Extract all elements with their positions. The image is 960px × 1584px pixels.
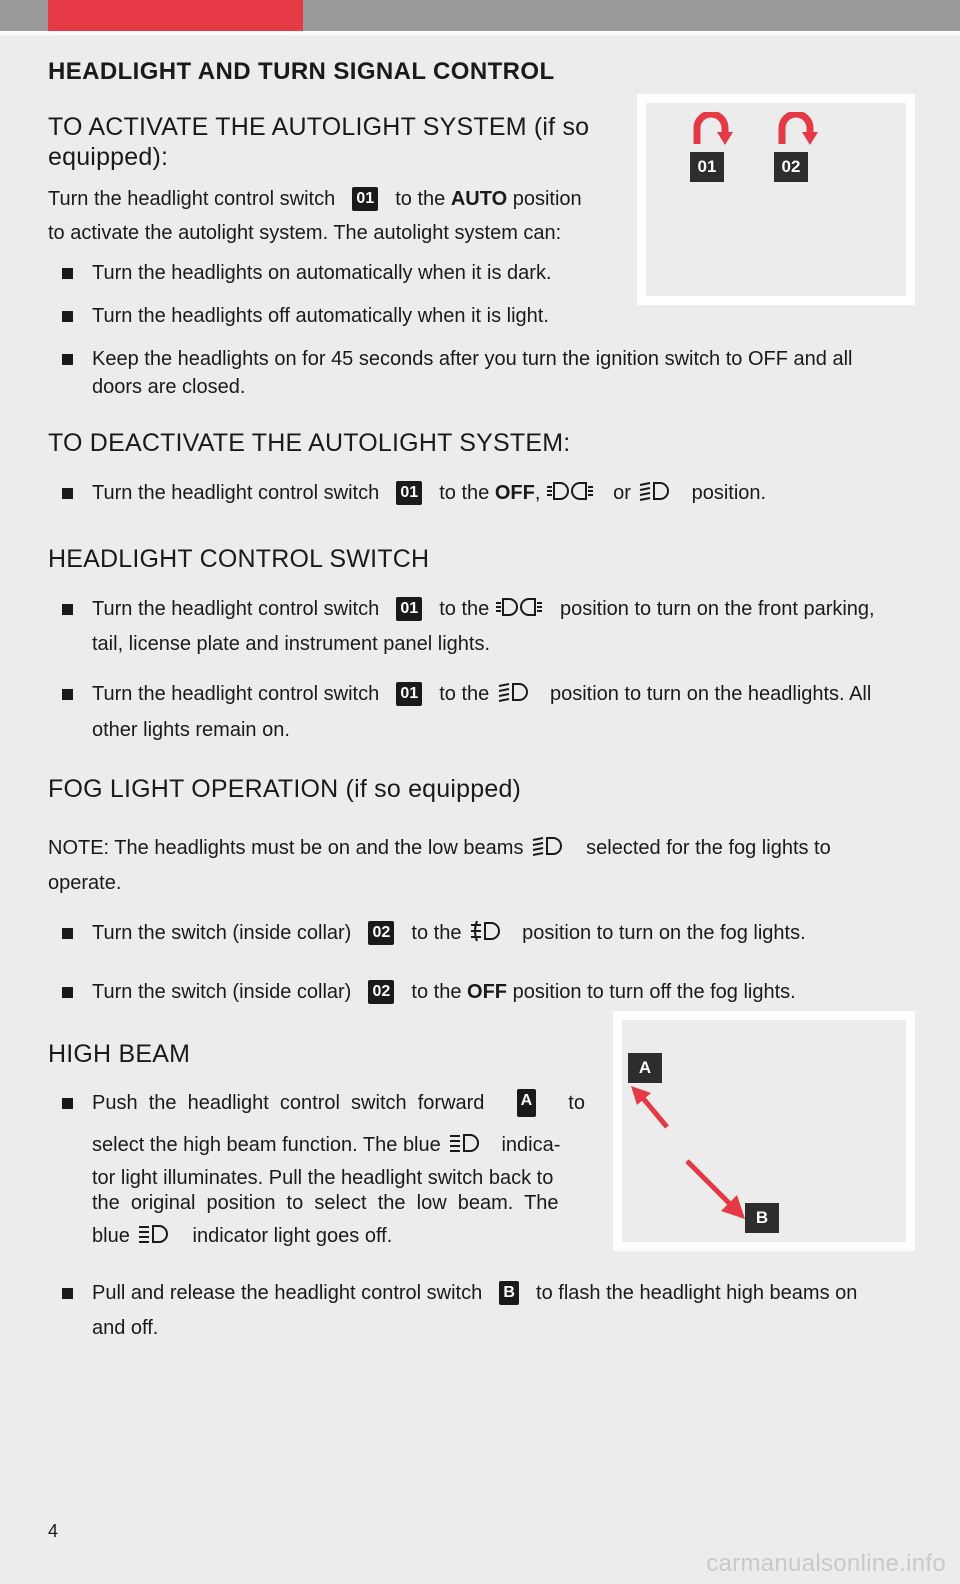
text: position.	[691, 482, 767, 504]
figure-label-02: 02	[774, 152, 808, 182]
page-title: HEADLIGHT AND TURN SIGNAL CONTROL	[48, 58, 555, 85]
text: Turn the headlight control switch	[92, 598, 380, 620]
bullet-icon	[62, 1098, 73, 1109]
text: to the	[439, 482, 490, 504]
off-position-label: OFF	[467, 981, 508, 1003]
high-beam-icon	[446, 1131, 482, 1155]
header-divider	[0, 31, 960, 35]
text: to the	[411, 922, 462, 944]
bullet-icon	[62, 928, 73, 939]
page-number: 4	[48, 1521, 59, 1541]
headlight-control-bullet-2	[92, 680, 871, 708]
bullet-icon	[62, 1288, 73, 1299]
text: blue	[92, 1225, 130, 1247]
text: position to turn off the fog lights.	[512, 981, 796, 1003]
switch-badge-01: 01	[352, 187, 378, 211]
high-beam-line4: the original position to select the low beam. The	[92, 1192, 559, 1214]
switch-badge-01: 01	[396, 481, 422, 505]
text: Pull and release the headlight control switch	[92, 1282, 483, 1304]
high-beam-line2	[92, 1131, 560, 1159]
text: select the high beam function. The blue	[92, 1134, 441, 1156]
activate-paragraph-line1	[48, 186, 582, 212]
figure-label-b: B	[745, 1203, 779, 1233]
bullet-icon	[62, 268, 73, 279]
fog-note-line1	[48, 834, 831, 862]
text: position to turn on the front parking,	[559, 598, 875, 620]
section-heading-activate: TO ACTIVATE THE AUTOLIGHT SYSTEM (if so equipped):	[48, 113, 590, 171]
text: Turn the switch (inside collar)	[92, 981, 352, 1003]
bullet-icon	[62, 488, 73, 499]
switch-badge-01: 01	[396, 597, 422, 621]
section-heading-deactivate: TO DEACTIVATE THE AUTOLIGHT SYSTEM:	[48, 429, 571, 457]
section-heading-high-beam: HIGH BEAM	[48, 1040, 191, 1068]
text: position	[512, 188, 582, 210]
text: to the	[411, 981, 462, 1003]
text: to	[568, 1092, 585, 1114]
deactivate-bullet	[92, 479, 766, 507]
text: NOTE: The headlights must be on and the low beams	[48, 837, 524, 859]
text: Turn the switch (inside collar)	[92, 922, 352, 944]
bullet-text: Turn the headlights off automatically when it is light.	[92, 305, 549, 327]
header-bar	[0, 0, 960, 31]
bullet-text-continued: and off.	[92, 1317, 159, 1339]
text: selected for the fog lights to	[586, 837, 831, 859]
figure-label-01: 01	[690, 152, 724, 182]
switch-badge-01: 01	[396, 682, 422, 706]
switch-badge-02: 02	[368, 980, 394, 1004]
bullet-icon	[62, 987, 73, 998]
arrow-back-icon	[683, 1157, 753, 1222]
text: position to turn on the headlights. All	[549, 683, 872, 705]
rotate-arrow-01-icon	[687, 112, 735, 146]
bullet-icon	[62, 311, 73, 322]
text: indica-	[501, 1134, 561, 1156]
text: Push the headlight control switch forward	[92, 1092, 485, 1114]
high-beam-line1	[92, 1089, 585, 1117]
fog-light-icon	[467, 919, 503, 943]
text: to the	[395, 188, 446, 210]
fog-note-line2: operate.	[48, 872, 122, 894]
switch-figure-2	[613, 1011, 915, 1251]
auto-position-label: AUTO	[450, 188, 508, 210]
text: Turn the headlight control switch	[92, 482, 380, 504]
switch-badge-02: 02	[368, 921, 394, 945]
high-beam-line3: tor light illuminates. Pull the headlight switch back to	[92, 1167, 554, 1189]
parking-lights-icon	[546, 479, 594, 503]
flash-bullet	[92, 1279, 857, 1307]
low-beam-icon	[495, 680, 531, 704]
switch-badge-a: A	[517, 1089, 537, 1117]
section-heading-fog-light: FOG LIGHT OPERATION (if so equipped)	[48, 775, 522, 803]
fog-bullet-2	[92, 978, 796, 1006]
arrow-forward-icon	[625, 1081, 675, 1131]
text: Turn the headlight control switch	[48, 188, 336, 210]
bullet-text: Turn the headlights on automatically when it is dark.	[92, 262, 552, 284]
off-position-label: OFF	[494, 482, 535, 504]
text: to the	[439, 683, 490, 705]
bullet-icon	[62, 604, 73, 615]
watermark: carmanualsonline.info	[706, 1550, 946, 1577]
fog-bullet-1	[92, 919, 806, 947]
header-accent	[48, 0, 303, 31]
bullet-icon	[62, 689, 73, 700]
text: Turn the headlight control switch	[92, 683, 380, 705]
text: or	[613, 482, 631, 504]
rotate-arrow-02-icon	[772, 112, 820, 146]
high-beam-icon	[135, 1222, 171, 1246]
bullet-text-continued: tail, license plate and instrument panel lights.	[92, 633, 491, 655]
text: position to turn on the fog lights.	[522, 922, 806, 944]
low-beam-icon	[529, 834, 565, 858]
text: to flash the headlight high beams on	[536, 1282, 858, 1304]
activate-paragraph-line2: to activate the autolight system. The autolight system can:	[48, 222, 562, 244]
bullet-text: Keep the headlights on for 45 seconds after you turn the ignition switch to OFF and all	[92, 348, 853, 370]
section-heading-headlight-control: HEADLIGHT CONTROL SWITCH	[48, 545, 430, 573]
switch-badge-b: B	[499, 1281, 519, 1305]
bullet-text-continued: other lights remain on.	[92, 719, 290, 741]
text: ,	[534, 482, 541, 504]
text: indicator light goes off.	[192, 1225, 393, 1247]
switch-figure-1	[637, 94, 915, 305]
parking-lights-icon	[495, 595, 543, 619]
low-beam-icon	[636, 479, 672, 503]
high-beam-line5	[92, 1222, 392, 1250]
figure-label-a: A	[628, 1053, 662, 1083]
bullet-icon	[62, 354, 73, 365]
headlight-control-bullet-1	[92, 595, 875, 623]
text: to the	[439, 598, 490, 620]
bullet-text-continued: doors are closed.	[92, 376, 246, 398]
